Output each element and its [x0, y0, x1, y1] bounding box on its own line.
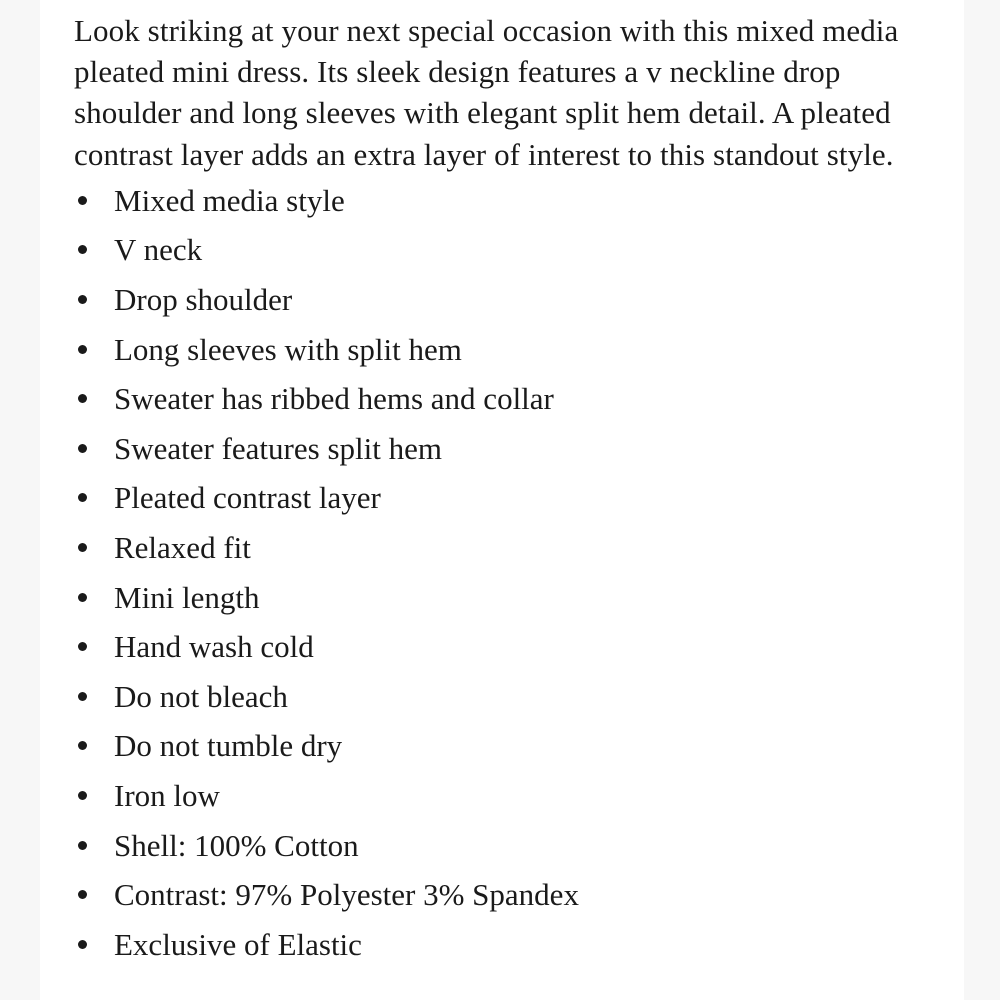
feature-label: Relaxed fit	[114, 529, 251, 565]
feature-item	[74, 325, 954, 375]
feature-label: Drop shoulder	[114, 282, 293, 317]
bullet-icon	[78, 642, 87, 651]
bullet-icon	[78, 741, 87, 750]
feature-label: Contrast: 97% Polyester 3% Spandex	[114, 877, 579, 913]
feature-label: Do not bleach	[114, 678, 288, 714]
feature-label: Mini length	[114, 579, 260, 615]
feature-label: Hand wash cold	[114, 629, 314, 665]
bullet-icon	[78, 593, 87, 602]
feature-item	[74, 771, 954, 821]
feature-label: Shell: 100% Cotton	[114, 827, 359, 863]
bullet-icon	[78, 890, 87, 899]
feature-label: Sweater features split hem	[114, 430, 442, 466]
bullet-icon	[78, 245, 87, 254]
feature-item	[74, 523, 954, 573]
feature-label: V neck	[114, 232, 203, 268]
feature-label: Exclusive of Elastic	[114, 926, 362, 962]
feature-item	[74, 473, 954, 523]
bullet-icon	[78, 394, 87, 403]
feature-label: Mixed media style	[114, 182, 345, 218]
feature-label: Sweater has ribbed hems and collar	[114, 381, 554, 417]
bullet-icon	[78, 196, 87, 205]
product-details-content	[74, 10, 954, 969]
bullet-icon	[78, 940, 87, 949]
feature-label: Iron low	[114, 777, 220, 813]
bullet-icon	[78, 345, 87, 354]
product-description: Look striking at your next special occasion with this mixed media pleated mini dress. Its sleek design features a v neckline drop shoulder and long sleeves with elegant split hem detail. A pleated contrast layer adds an extra layer of interest to this standout style.	[74, 13, 899, 172]
feature-item	[74, 721, 954, 771]
bullet-icon	[78, 444, 87, 453]
feature-item	[74, 374, 954, 424]
bullet-icon	[78, 841, 87, 850]
bullet-icon	[78, 543, 87, 552]
bullet-icon	[78, 692, 87, 701]
feature-item	[74, 920, 954, 970]
bullet-icon	[78, 295, 87, 304]
feature-item	[74, 424, 954, 474]
feature-item	[74, 225, 954, 275]
feature-item	[74, 176, 954, 226]
feature-item	[74, 622, 954, 672]
feature-item	[74, 870, 954, 920]
feature-item	[74, 573, 954, 623]
product-details-panel	[40, 0, 964, 1000]
feature-label: Pleated contrast layer	[114, 480, 381, 516]
feature-list	[74, 176, 954, 970]
feature-label: Long sleeves with split hem	[114, 331, 462, 367]
feature-item	[74, 672, 954, 722]
bullet-icon	[78, 493, 87, 502]
bullet-icon	[78, 791, 87, 800]
feature-label: Do not tumble dry	[114, 728, 343, 764]
feature-item	[74, 275, 954, 325]
feature-item	[74, 821, 954, 871]
